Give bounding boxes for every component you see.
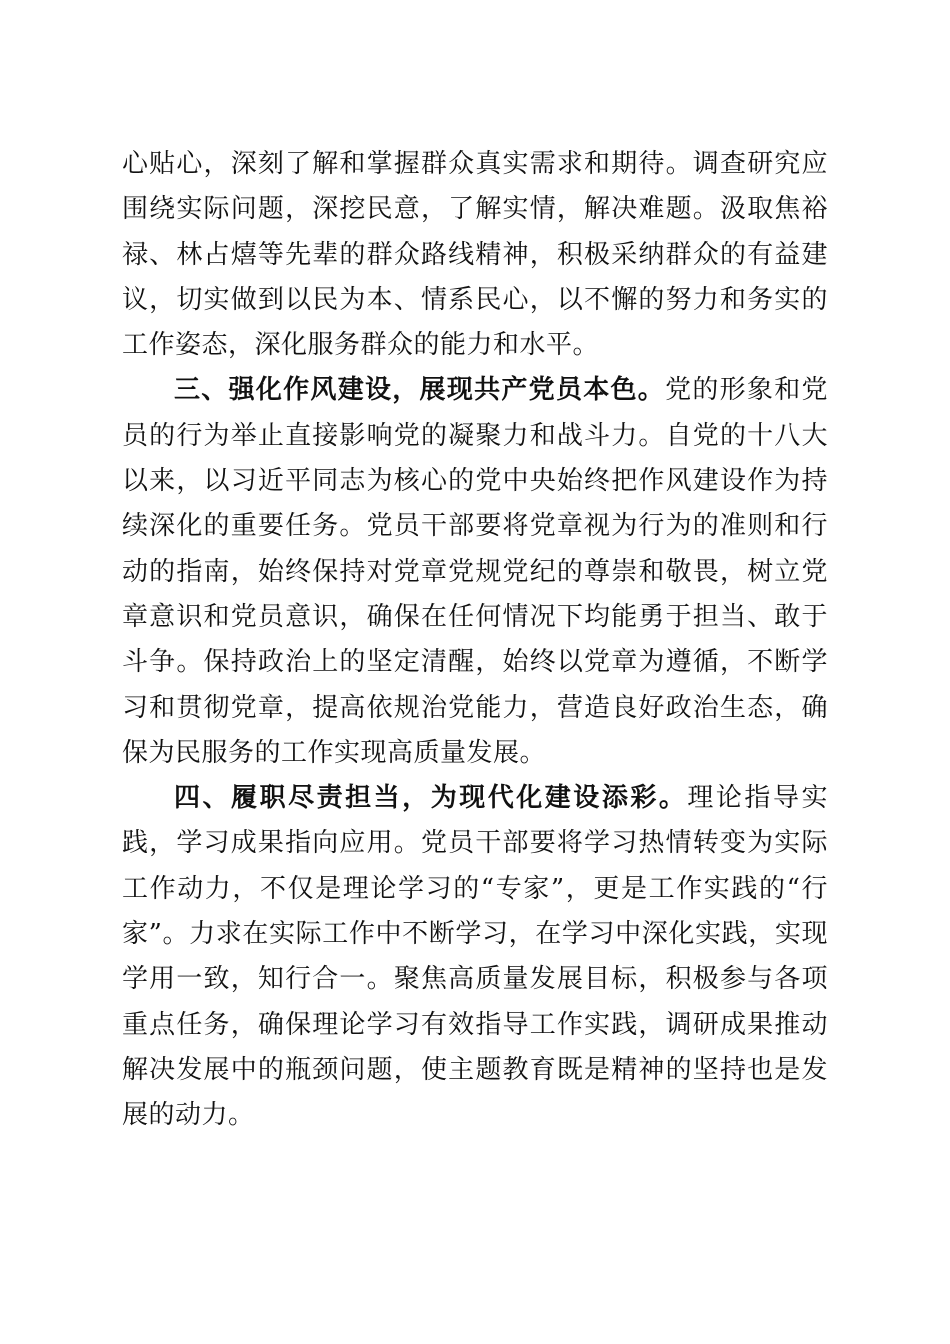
- section-heading-four: 四、履职尽责担当，为现代化建设添彩。: [174, 783, 688, 814]
- paragraph-text: 理论指导实践，学习成果指向应用。党员干部要将学习热情转变为实际工作动力，不仅是理论学习的“专家”，更是工作实践的“行家”。力求在实际工作中不断学习，在学习中深化实践，实现学用一致，知行合一。聚焦高质量发展目标，积极参与各项重点任务，确保理论学习有效指导工作实践，调研成果推动解决发展中的瓶颈问题，使主题教育既是精神的坚持也是发展的动力。: [122, 783, 828, 1131]
- paragraph-text: 心贴心，深刻了解和掌握群众真实需求和期待。调查研究应围绕实际问题，深挖民意，了解实情，解决难题。汲取焦裕禄、林占熺等先辈的群众路线精神，积极采纳群众的有益建议，切实做到以民为本、情系民心，以不懈的努力和务实的工作姿态，深化服务群众的能力和水平。: [122, 149, 828, 361]
- paragraph-section-three: [122, 368, 828, 776]
- document-body: [122, 142, 828, 1139]
- paragraph-text: 党的形象和党员的行为举止直接影响党的凝聚力和战斗力。自党的十八大以来，以习近平同志为核心的党中央始终把作风建设作为持续深化的重要任务。党员干部要将党章视为行为的准则和行动的指南，始终保持对党章党规党纪的尊崇和敬畏，树立党章意识和党员意识，确保在任何情况下均能勇于担当、敢于斗争。保持政治上的坚定清醒，始终以党章为遵循，不断学习和贯彻党章，提高依规治党能力，营造良好政治生态，确保为民服务的工作实现高质量发展。: [122, 375, 828, 768]
- paragraph-continuation: [122, 142, 828, 368]
- paragraph-section-four: [122, 776, 828, 1138]
- section-heading-three: 三、强化作风建设，展现共产党员本色。: [174, 375, 666, 406]
